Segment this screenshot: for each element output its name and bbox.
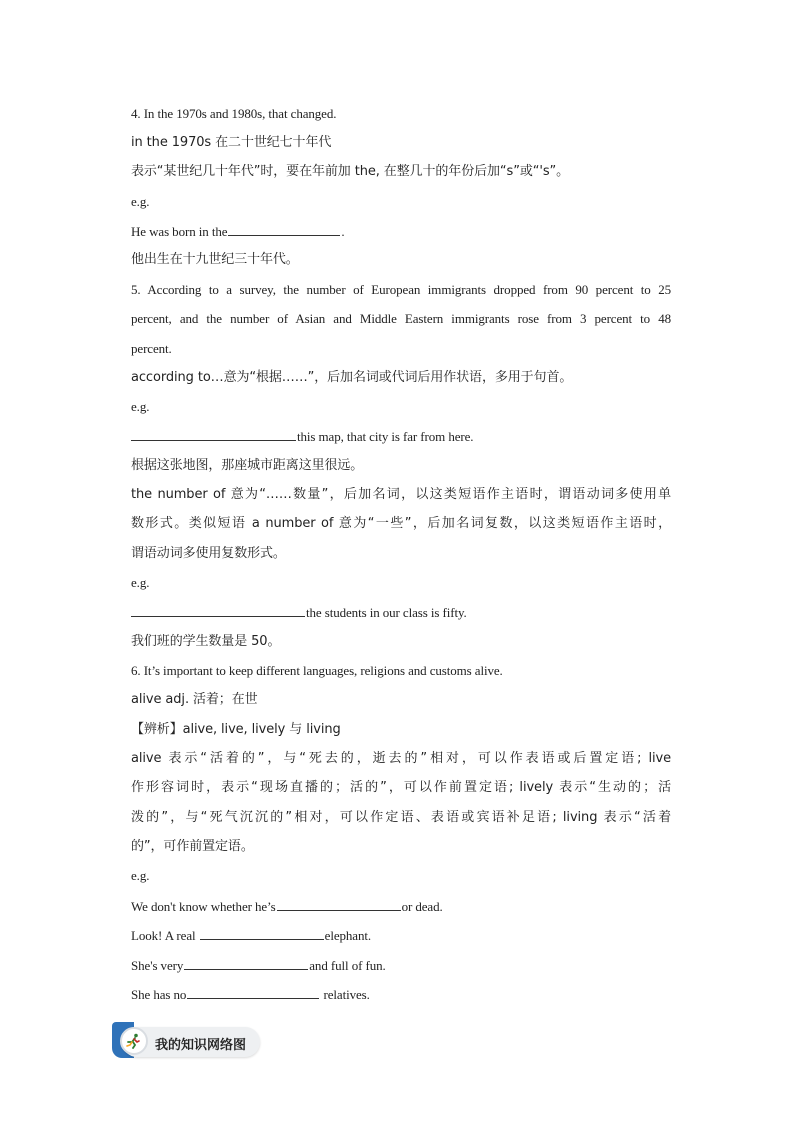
item6-analysis-line1: alive 表示“活着的”，与“死去的，逝去的”相对，可以作表语或后置定语; live <box>131 751 671 766</box>
item6-example2-after: elephant. <box>324 928 372 943</box>
item5-number-explanation-line1: the number of 意为“……数量”，后加名词，以这类短语作主语时，谓语动词多使用单 <box>131 487 671 502</box>
item5-example1-translation: 根据这张地图，那座城市距离这里很远。 <box>131 458 364 473</box>
item5-number-explanation-line3: 谓语动词多使用复数形式。 <box>131 546 286 561</box>
item4-sentence: 4. In the 1970s and 1980s, that changed. <box>131 106 337 121</box>
item5-example1-after: this map, that city is far from here. <box>297 429 474 444</box>
item6-example2 <box>131 927 671 944</box>
item5-number-explanation-line2: 数形式。类似短语 a number of 意为“一些”，后加名词复数，以这类短语作主语时， <box>131 516 671 531</box>
item5-example2-translation: 我们班的学生数量是 50。 <box>131 634 281 649</box>
item5-sentence-line1: 5. According to a survey, the number of European immigrants dropped from 90 percent to 25 <box>131 282 671 297</box>
banner-title: 我的知识网络图 <box>155 1038 247 1053</box>
item6-answer-blank-4[interactable] <box>187 986 319 999</box>
item4-example-before: He was born in the <box>131 224 228 239</box>
item6-example4-after: relatives. <box>320 987 370 1002</box>
item4-eg-label: e.g. <box>131 194 150 209</box>
item5-eg2-label: e.g. <box>131 575 150 590</box>
item5-according-explanation: according to…意为“根据……”，后加名词或代词后用作状语，多用于句首。 <box>131 370 573 385</box>
item6-example1 <box>131 898 671 915</box>
item5-answer-blank-2[interactable] <box>131 604 305 617</box>
item6-example4-before: She has no <box>131 987 187 1002</box>
item5-sentence-line3: percent. <box>131 341 172 356</box>
item5-eg1-label: e.g. <box>131 399 150 414</box>
item4-example-translation: 他出生在十九世纪三十年代。 <box>131 252 299 267</box>
item4-phrase: in the 1970s 在二十世纪七十年代 <box>131 135 332 150</box>
item6-answer-blank-2[interactable] <box>200 927 324 940</box>
item6-answer-blank-1[interactable] <box>277 898 401 911</box>
item5-example2-after: the students in our class is fifty. <box>306 605 467 620</box>
item6-analysis-line4: 的”，可作前置定语。 <box>131 839 254 854</box>
item6-example1-after: or dead. <box>401 899 443 914</box>
running-figure-icon <box>126 1033 142 1049</box>
banner-icon-badge <box>120 1027 148 1055</box>
item6-sentence: 6. It’s important to keep different languages, religions and customs alive. <box>131 663 503 678</box>
knowledge-network-banner <box>112 1022 262 1060</box>
item6-eg-label: e.g. <box>131 868 150 883</box>
item5-sentence-line2: percent, and the number of Asian and Middle Eastern immigrants rose from 3 percent to 48 <box>131 311 671 326</box>
item6-example4 <box>131 986 671 1003</box>
item6-word-definition: alive adj. 活着；在世 <box>131 692 258 707</box>
item6-example1-before: We don't know whether he’s <box>131 899 276 914</box>
item4-explanation: 表示“某世纪几十年代”时，要在年前加 the, 在整几十的年份后加“s”或“'s”。 <box>131 164 570 179</box>
item6-example3-before: She's very <box>131 958 184 973</box>
item6-analysis-line3: 泼的”，与“死气沉沉的”相对，可以作定语、表语或宾语补足语; living 表示“活着 <box>131 810 671 825</box>
item6-example2-before: Look! A real <box>131 928 199 943</box>
item5-example2 <box>131 604 671 621</box>
item6-analysis-title: 【辨析】alive, live, lively 与 living <box>131 722 341 737</box>
item5-answer-blank-1[interactable] <box>131 428 296 441</box>
item6-analysis-line2: 作形容词时，表示“现场直播的；活的”，可以作前置定语; lively 表示“生动的；活 <box>131 780 671 795</box>
item6-answer-blank-3[interactable] <box>184 957 308 970</box>
item5-example1 <box>131 428 671 445</box>
item4-answer-blank[interactable] <box>228 223 340 236</box>
item4-example-after: . <box>341 224 345 239</box>
item4-example <box>131 223 671 240</box>
item6-example3 <box>131 957 671 974</box>
item6-example3-after: and full of fun. <box>309 958 386 973</box>
